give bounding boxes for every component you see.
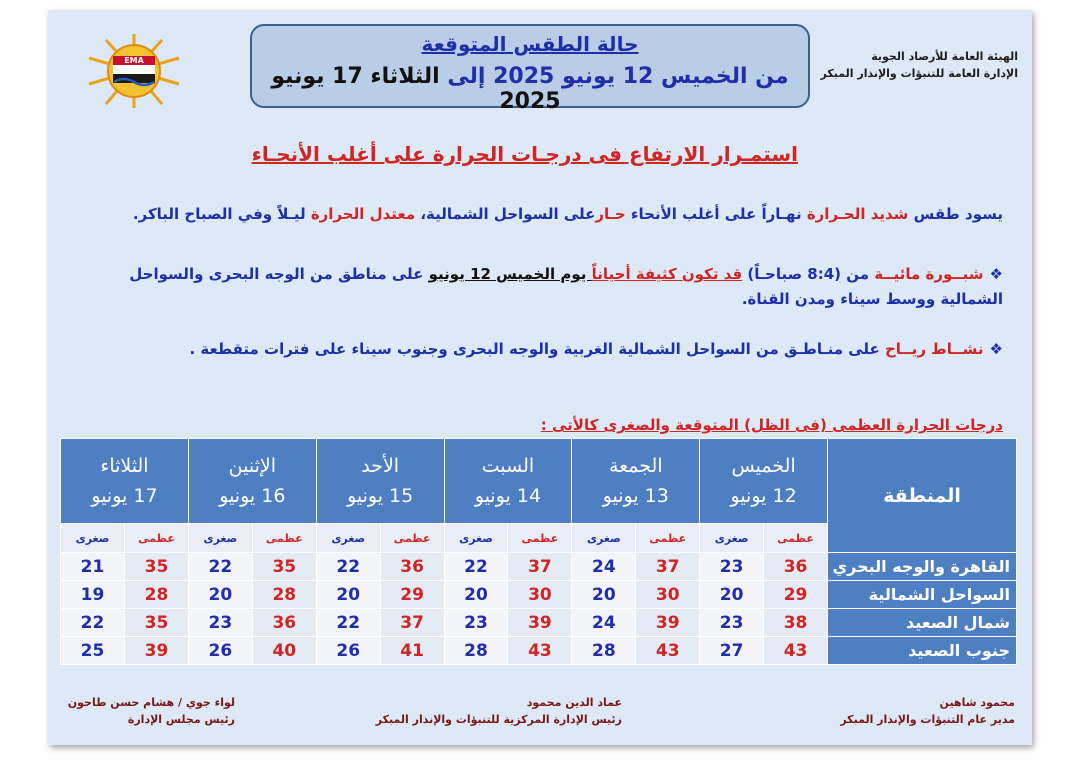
max-label: عظمى [508,524,572,553]
region-name: جنوب الصعيد [828,637,1017,665]
day-name: الجمعة [608,455,663,477]
para1-text-g: ليـلاً وفي الصباح الباكر. [132,205,311,223]
max-temp: 38 [764,609,828,637]
max-temp: 36 [380,553,444,581]
org-line-1: الهيئة العامة للأرصاد الجوية [871,50,1018,63]
min-temp: 22 [61,609,125,637]
signature-name: لواء جوي / هشام حسن طاحون [67,696,235,709]
day-date: 16 يونيو [219,485,286,507]
day-date: 13 يونيو [602,485,669,507]
signature-1 [840,694,1015,728]
min-temp: 26 [188,637,252,665]
min-label: صغرى [61,524,125,553]
weather-bulletin-page [48,10,1032,745]
max-temp: 37 [380,609,444,637]
min-temp: 28 [572,637,636,665]
bulletin-title-box [250,24,810,114]
day-name: الأحد [361,455,400,477]
region-name: السواحل الشمالية [828,581,1017,609]
forecast-paragraph-general [63,205,1003,223]
day-header [572,439,700,524]
max-temp: 30 [636,581,700,609]
min-temp: 20 [572,581,636,609]
max-temp: 43 [636,637,700,665]
max-temp: 28 [125,581,189,609]
day-name: الإثنين [228,455,277,477]
para1-mild: معتدل الحرارة [310,205,416,223]
min-temp: 28 [444,637,508,665]
region-name: شمال الصعيد [828,609,1017,637]
bulletin-headline: استمـرار الارتفاع فى درجـات الحرارة على أغلب الأنحـاء [251,142,798,166]
day-name: الثلاثاء [100,455,149,477]
max-temp: 36 [764,553,828,581]
bulletin-date-range [252,64,808,114]
max-temp: 43 [508,637,572,665]
min-temp: 26 [316,637,380,665]
day-date: 14 يونيو [474,485,542,507]
table-caption: درجات الحرارة العظمى (فى الظل) المتوقعة والصغرى كالأتى : [540,416,1003,434]
min-temp: 21 [61,553,125,581]
signature-title: رئيس مجلس الإدارة [127,713,235,726]
table-row [61,553,1017,581]
para3-wind: نشــاط ريــاح [884,340,984,358]
signature-title: رئيس الإدارة المركزية للتنبؤات والإنذار المبكر [375,713,622,726]
bulletin-title: حالة الطقس المتوقعة [421,32,639,56]
day-date: 12 يونيو [730,485,797,507]
organization-name [788,48,1018,82]
max-temp: 41 [380,637,444,665]
max-label: عظمى [764,524,828,553]
min-temp: 20 [188,581,252,609]
max-temp: 37 [508,553,572,581]
signature-name: محمود شاهين [939,696,1015,709]
min-temp: 19 [61,581,125,609]
max-label: عظمى [125,524,189,553]
org-line-2: الإدارة العامة للتنبؤات والإنذار المبكر [820,67,1018,80]
min-temp: 22 [316,609,380,637]
max-temp: 36 [252,609,316,637]
table-row [61,609,1017,637]
min-label: صغرى [572,524,636,553]
range-to-word: إلى [447,64,486,89]
max-temp: 35 [125,609,189,637]
max-temp: 30 [508,581,572,609]
min-temp: 22 [444,553,508,581]
para2-dense: قد تكون كثيفة أحياناً [591,265,743,283]
para1-text-e: على السواحل الشمالية، [415,205,596,223]
range-from: من الخميس 12 يونيو 2025 [493,64,789,89]
para2-time: من (8:4 صباحـاً) [742,265,875,283]
day-name: السبت [481,455,535,477]
bullet-diamond-icon: ❖ [989,265,1003,283]
min-temp: 24 [572,553,636,581]
max-temp: 28 [252,581,316,609]
signature-2 [376,694,622,728]
forecast-paragraph-fog [63,262,1003,312]
table-row [61,581,1017,609]
para2-fog: شبــورة مائيــة [874,265,984,283]
max-label: عظمى [380,524,444,553]
region-name: القاهرة والوجه البحري [828,553,1017,581]
para1-text-a: يسود طقس [908,205,1003,223]
max-temp: 29 [764,581,828,609]
ema-logo-icon [84,32,184,110]
min-temp: 20 [700,581,764,609]
day-header [61,439,189,524]
min-temp: 22 [188,553,252,581]
min-temp: 24 [572,609,636,637]
forecast-paragraph-wind [63,340,1003,358]
signature-name: عماد الدين محمود [526,696,622,709]
para1-text-c: نهـاراً على أغلب الأنحاء [625,205,807,223]
temperature-table [60,438,1017,665]
day-header [188,439,316,524]
min-temp: 20 [444,581,508,609]
day-header [316,439,444,524]
day-date: 15 يونيو [347,485,414,507]
min-label: صغرى [700,524,764,553]
max-temp: 43 [764,637,828,665]
region-header: المنطقة [828,439,1017,553]
day-header [700,439,828,524]
min-temp: 25 [61,637,125,665]
min-label: صغرى [188,524,252,553]
para2-day: يوم الخميس 12 يونيو [428,265,592,283]
max-temp: 39 [636,609,700,637]
min-temp: 23 [700,609,764,637]
para1-hot: حـار [595,205,626,223]
bullet-diamond-icon: ❖ [989,340,1003,358]
para3-regions: على منـاطـق من السواحل الشمالية الغربية والوجه البحرى وجنوب سيناء على فترات متقطعة . [189,340,885,358]
max-label: عظمى [252,524,316,553]
max-temp: 39 [508,609,572,637]
max-label: عظمى [636,524,700,553]
para2-regions: على مناطق من الوجه البحرى والسواحل الشمالية ووسط سيناء ومدن القناة. [129,265,1003,308]
range-to-date: الثلاثاء 17 يونيو 2025 [271,64,561,114]
day-name: الخميس [731,455,796,477]
table-row [61,637,1017,665]
day-header [444,439,572,524]
max-temp: 35 [252,553,316,581]
signature-3 [68,694,235,728]
min-label: صغرى [316,524,380,553]
min-label: صغرى [444,524,508,553]
min-temp: 22 [316,553,380,581]
logo-text: EMA [124,56,144,65]
para1-very-hot: شديد الحـرارة [806,205,909,223]
max-temp: 35 [125,553,189,581]
min-temp: 23 [700,553,764,581]
min-temp: 27 [700,637,764,665]
min-temp: 20 [316,581,380,609]
day-date: 17 يونيو [91,485,158,507]
max-temp: 29 [380,581,444,609]
max-temp: 37 [636,553,700,581]
min-temp: 23 [188,609,252,637]
signature-title: مدير عام التنبؤات والإنذار المبكر [840,713,1015,726]
max-temp: 40 [252,637,316,665]
max-temp: 39 [125,637,189,665]
min-temp: 23 [444,609,508,637]
